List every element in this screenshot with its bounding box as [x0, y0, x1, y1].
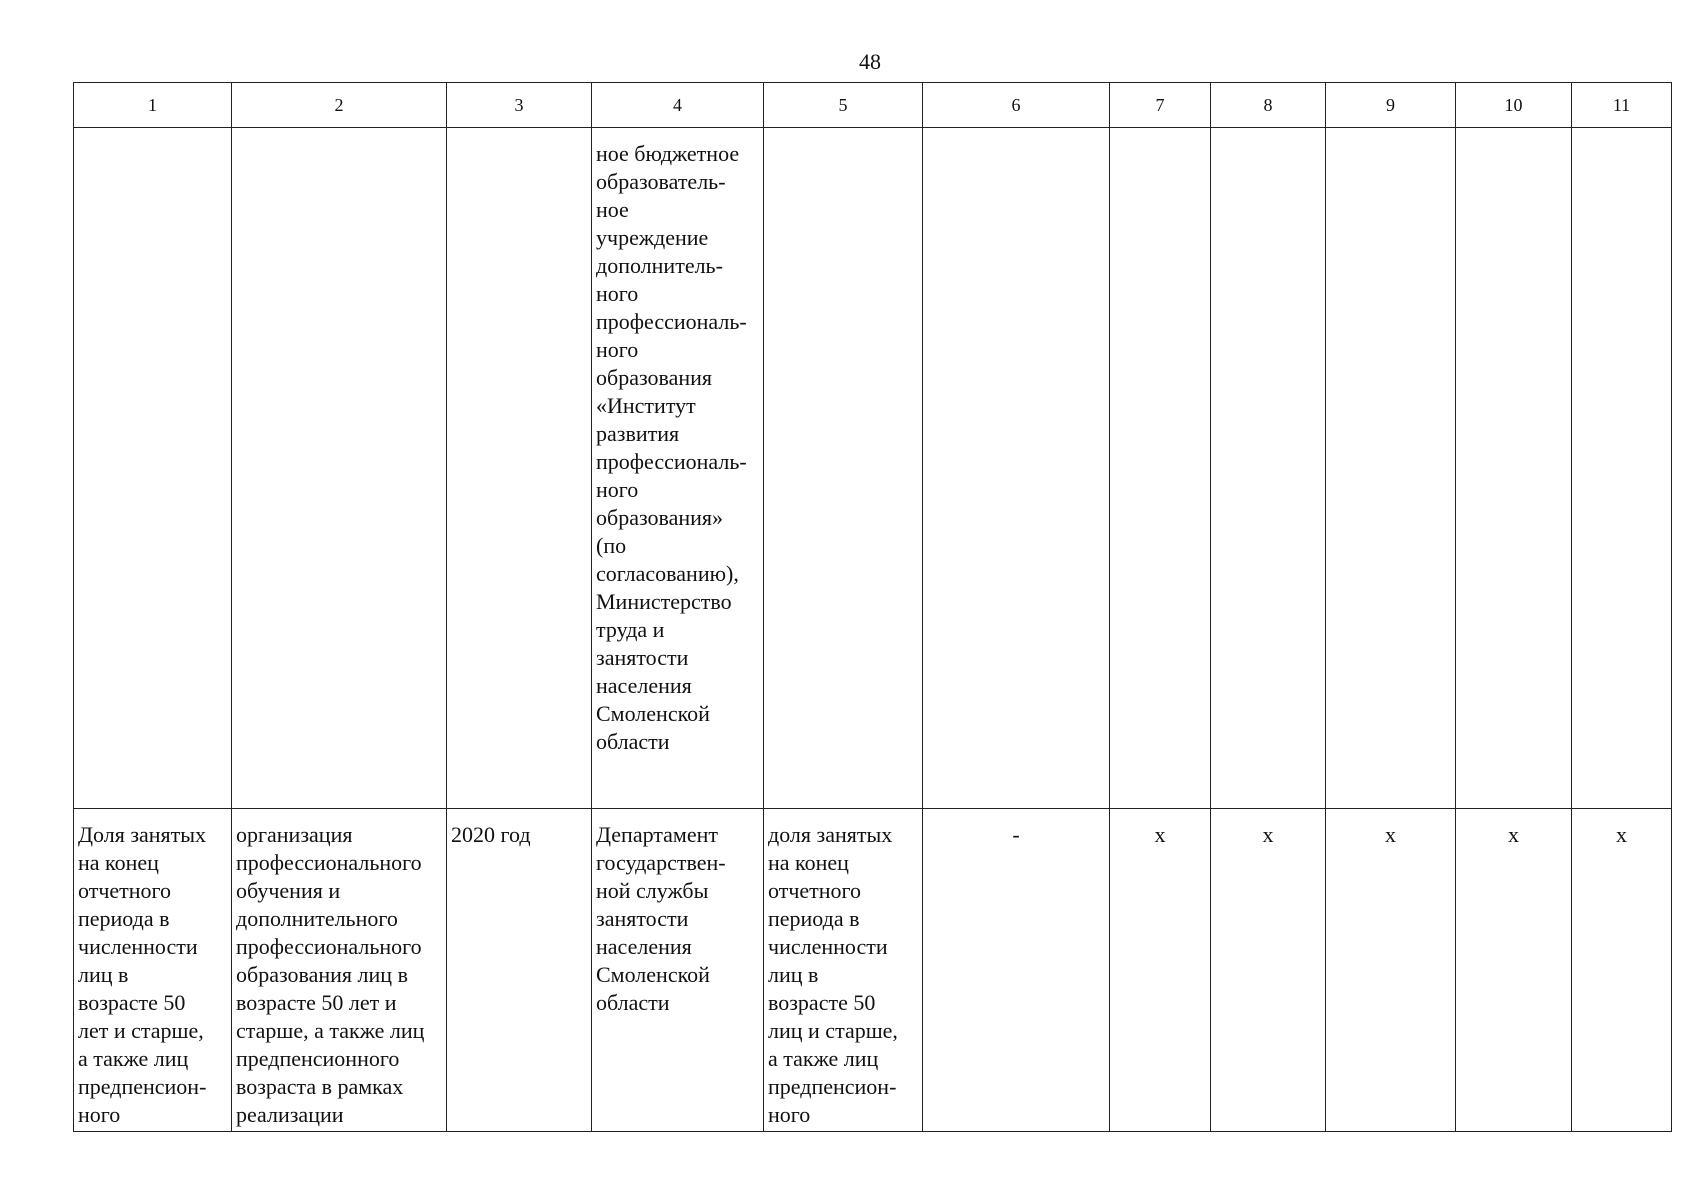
table-cell: доля занятых на конец отчетного периода в численности лиц в возрасте 50 лиц и старше, а также лиц предпенсион- ного [764, 809, 923, 1132]
header-row [74, 83, 1672, 128]
header-cell-5: 5 [764, 83, 923, 128]
header-cell-11: 11 [1572, 83, 1672, 128]
table-cell: х [1326, 809, 1456, 1132]
header-cell-1: 1 [74, 83, 232, 128]
header-cell-9: 9 [1326, 83, 1456, 128]
table-cell: Доля занятых на конец отчетного периода в численности лиц в возрасте 50 лет и старше, а также лиц предпенсион- ного [74, 809, 232, 1132]
table-cell [74, 128, 232, 809]
table-cell [447, 128, 592, 809]
header-cell-6: 6 [923, 83, 1110, 128]
table-cell: Департамент государствен- ной службы занятости населения Смоленской области [592, 809, 764, 1132]
table-row [74, 809, 1672, 1132]
header-cell-10: 10 [1456, 83, 1572, 128]
table-cell [923, 128, 1110, 809]
header-cell-3: 3 [447, 83, 592, 128]
header-cell-8: 8 [1211, 83, 1326, 128]
document-table [73, 82, 1672, 1132]
table-cell: х [1110, 809, 1211, 1132]
table-cell: 2020 год [447, 809, 592, 1132]
table-cell [1211, 128, 1326, 809]
header-cell-7: 7 [1110, 83, 1211, 128]
header-cell-4: 4 [592, 83, 764, 128]
table-row [74, 128, 1672, 809]
table-cell [764, 128, 923, 809]
page-number: 48 [859, 49, 881, 74]
table-cell [1456, 128, 1572, 809]
table-cell [1326, 128, 1456, 809]
table-cell [1572, 128, 1672, 809]
table-cell [1110, 128, 1211, 809]
table-cell: - [923, 809, 1110, 1132]
table-cell: организация профессионального обучения и дополнительного профессионального образования лиц в возрасте 50 лет и старше, а также лиц предпенсионного возраста в рамках реализации [232, 809, 447, 1132]
header-cell-2: 2 [232, 83, 447, 128]
table-cell: х [1572, 809, 1672, 1132]
table-cell: х [1456, 809, 1572, 1132]
table-cell [232, 128, 447, 809]
table-cell: х [1211, 809, 1326, 1132]
table-cell: ное бюджетное образователь- ное учреждение дополнитель- ного профессиональ- ного образования «Институт развития профессиональ- ного образования» (по согласованию), Министерство труда и занятости населения Смоленской области [592, 128, 764, 809]
